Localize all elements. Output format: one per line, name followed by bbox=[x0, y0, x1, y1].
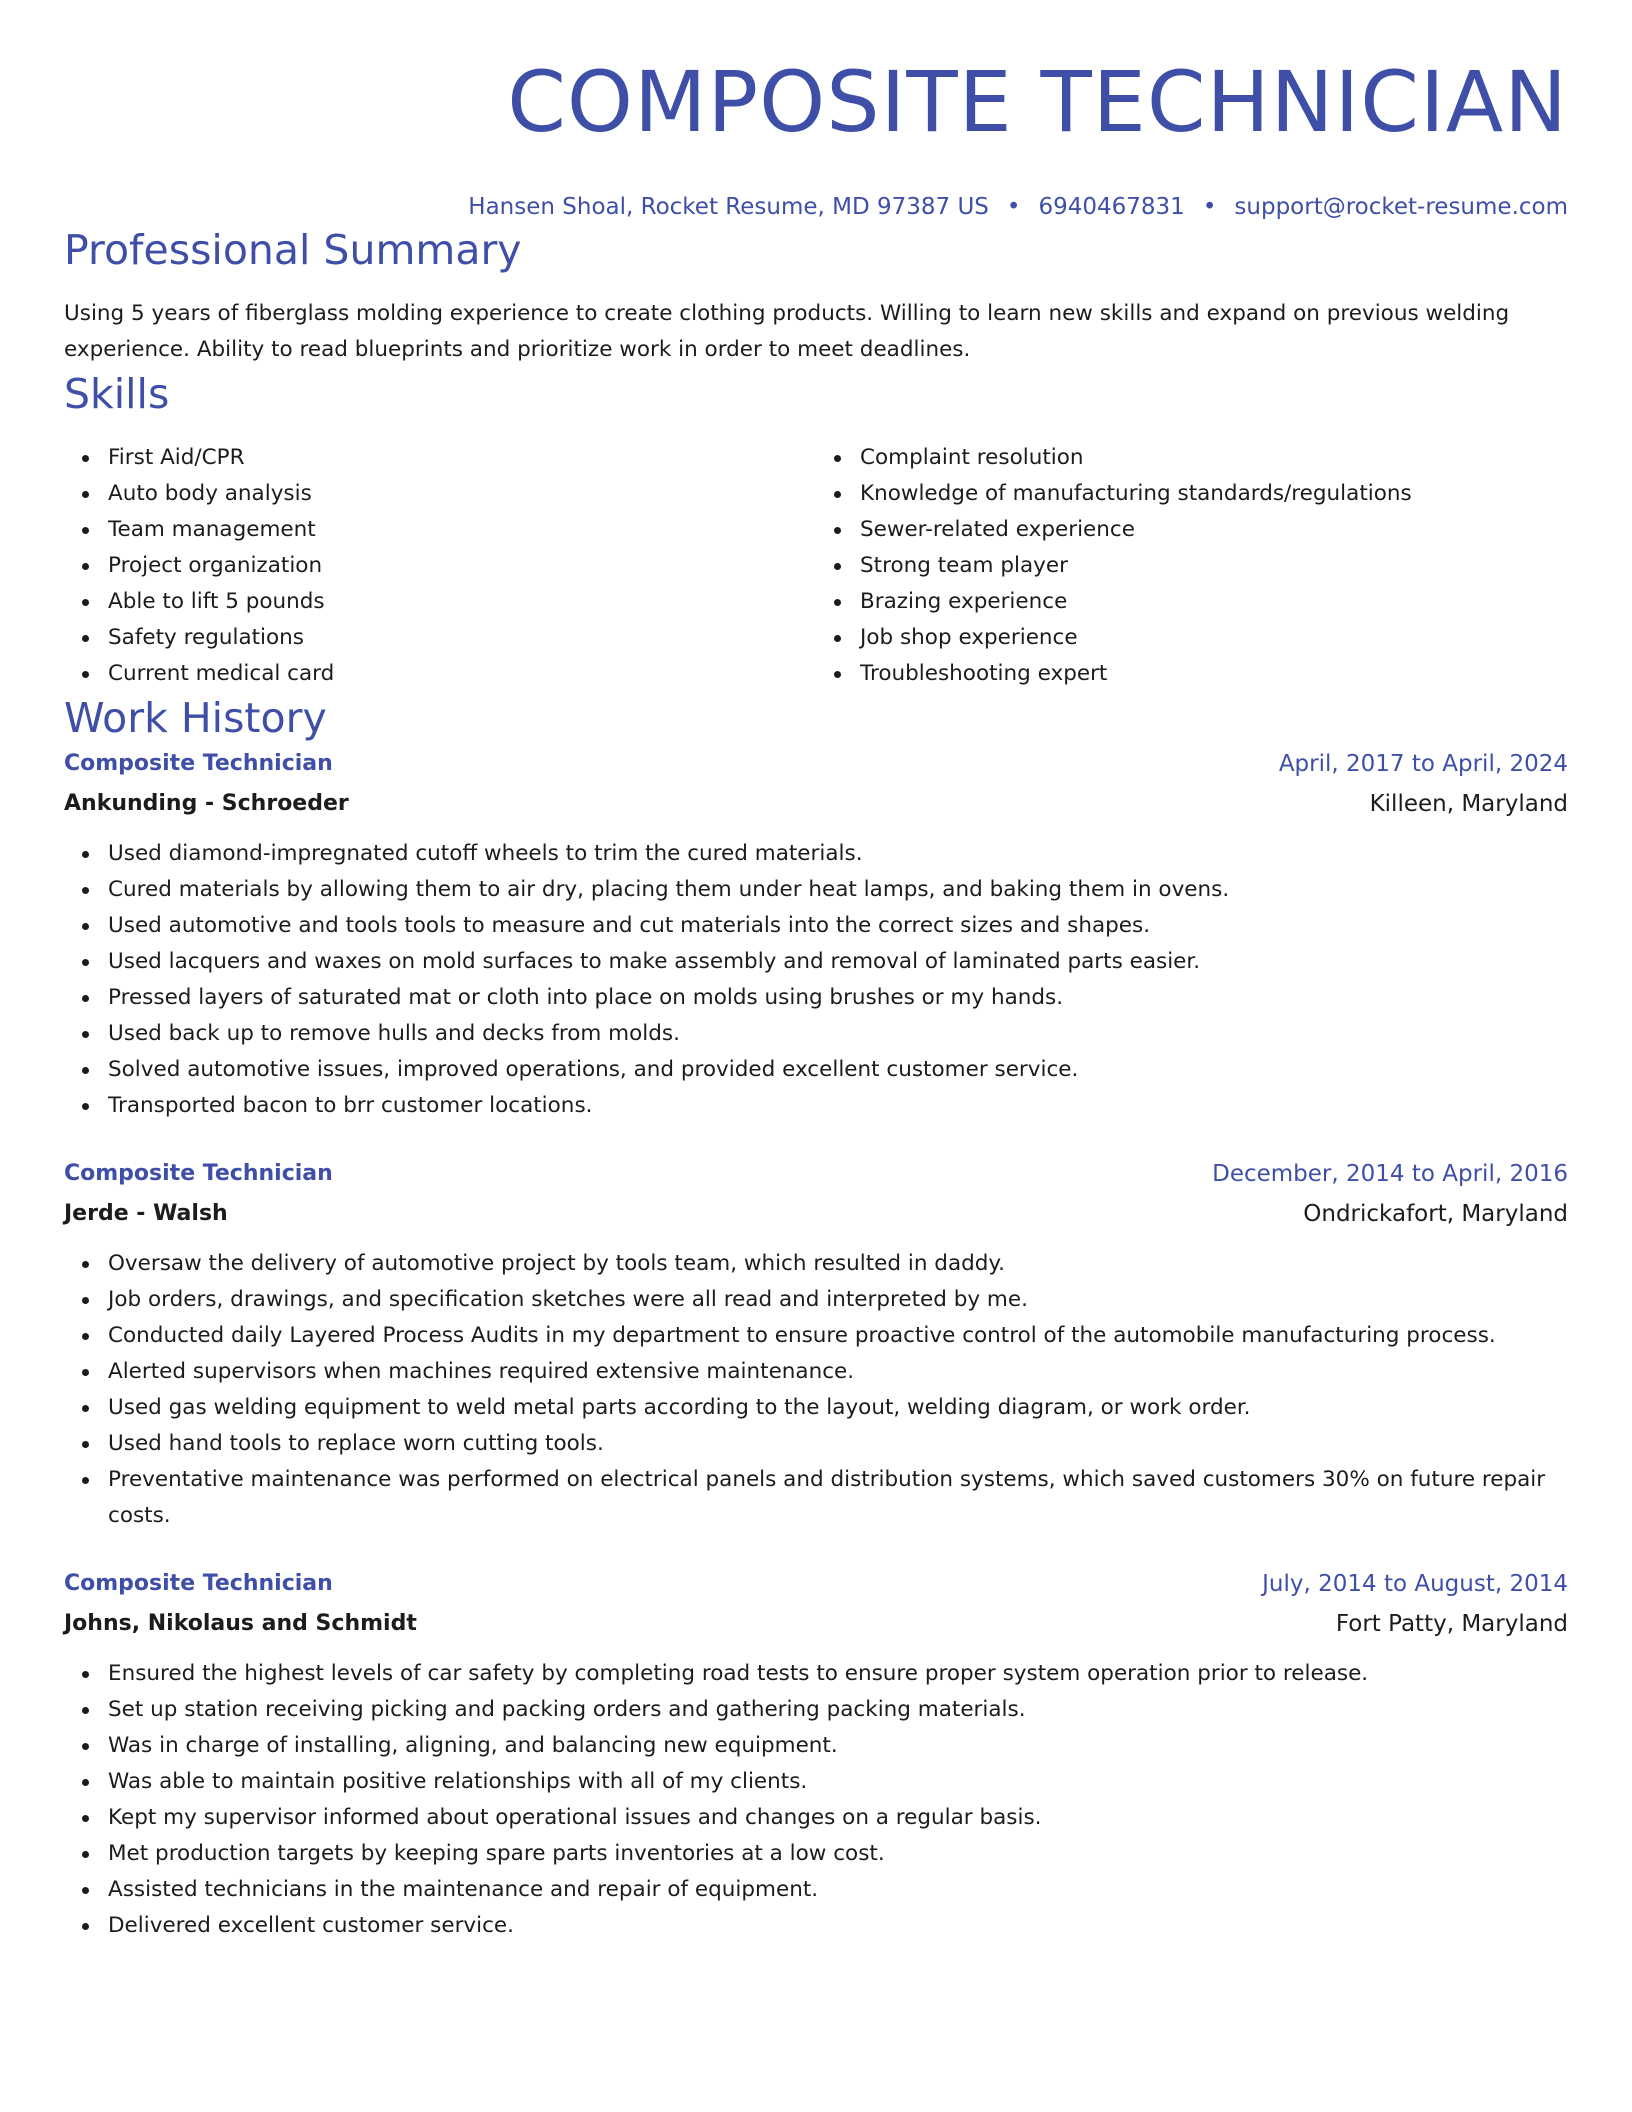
job-header-row bbox=[64, 1564, 1568, 1604]
job-bullet: Oversaw the delivery of automotive project by tools team, which resulted in daddy. bbox=[108, 1246, 1568, 1282]
skill-item: Complaint resolution bbox=[860, 440, 1568, 476]
work-history-heading: Work History bbox=[64, 694, 327, 742]
job-bullet: Ensured the highest levels of car safety by completing road tests to ensure proper system operation prior to release. bbox=[108, 1656, 1568, 1692]
contact-line bbox=[64, 190, 1568, 224]
skill-item: Troubleshooting expert bbox=[860, 656, 1568, 692]
job-bullet: Used diamond-impregnated cutoff wheels to trim the cured materials. bbox=[108, 836, 1568, 872]
skill-item: Team management bbox=[108, 512, 816, 548]
job-bullet: Solved automotive issues, improved operations, and provided excellent customer service. bbox=[108, 1052, 1568, 1088]
job-dates: July, 2014 to August, 2014 bbox=[1262, 1571, 1568, 1597]
job-bullets bbox=[64, 1656, 1568, 1944]
summary-heading: Professional Summary bbox=[64, 226, 522, 274]
skill-item: Able to lift 5 pounds bbox=[108, 584, 816, 620]
skills-columns bbox=[64, 440, 1568, 692]
job-bullet: Used automotive and tools tools to measure and cut materials into the correct sizes and shapes. bbox=[108, 908, 1568, 944]
job-bullet: Was in charge of installing, aligning, and balancing new equipment. bbox=[108, 1728, 1568, 1764]
job-header-row bbox=[64, 744, 1568, 784]
skill-item: Current medical card bbox=[108, 656, 816, 692]
job-bullet: Used gas welding equipment to weld metal parts according to the layout, welding diagram, or work order. bbox=[108, 1390, 1568, 1426]
job-bullet: Preventative maintenance was performed on electrical panels and distribution systems, which saved customers 30% on future repair costs. bbox=[108, 1462, 1568, 1534]
work-history-list bbox=[64, 744, 1568, 1944]
job-dates: April, 2017 to April, 2024 bbox=[1278, 751, 1568, 777]
skill-item: Project organization bbox=[108, 548, 816, 584]
job-company: Jerde - Walsh bbox=[64, 1201, 228, 1226]
skill-item: Auto body analysis bbox=[108, 476, 816, 512]
job-company: Ankunding - Schroeder bbox=[64, 791, 349, 816]
contact-email[interactable]: support@rocket-resume.com bbox=[1234, 194, 1568, 220]
job-entry bbox=[64, 744, 1568, 1124]
skill-item: Sewer-related experience bbox=[860, 512, 1568, 548]
job-dates: December, 2014 to April, 2016 bbox=[1212, 1161, 1568, 1187]
job-entry bbox=[64, 1564, 1568, 1944]
job-bullet: Job orders, drawings, and specification sketches were all read and interpreted by me. bbox=[108, 1282, 1568, 1318]
job-bullet: Used hand tools to replace worn cutting tools. bbox=[108, 1426, 1568, 1462]
job-location: Ondrickafort, Maryland bbox=[1303, 1201, 1568, 1227]
job-header-row bbox=[64, 1154, 1568, 1194]
skills-list-left bbox=[64, 440, 816, 692]
contact-address: Hansen Shoal, Rocket Resume, MD 97387 US bbox=[468, 194, 989, 220]
job-location: Fort Patty, Maryland bbox=[1335, 1611, 1568, 1637]
job-bullets bbox=[64, 836, 1568, 1124]
job-bullet: Set up station receiving picking and packing orders and gathering packing materials. bbox=[108, 1692, 1568, 1728]
skill-item: Job shop experience bbox=[860, 620, 1568, 656]
skill-item: Knowledge of manufacturing standards/regulations bbox=[860, 476, 1568, 512]
skill-item: Strong team player bbox=[860, 548, 1568, 584]
skill-item: Brazing experience bbox=[860, 584, 1568, 620]
job-bullet: Used lacquers and waxes on mold surfaces to make assembly and removal of laminated parts easier. bbox=[108, 944, 1568, 980]
contact-phone: 6940467831 bbox=[1038, 194, 1185, 220]
job-company-row bbox=[64, 1604, 1568, 1644]
skill-item: First Aid/CPR bbox=[108, 440, 816, 476]
contact-separator: • bbox=[1006, 194, 1021, 220]
job-bullets bbox=[64, 1246, 1568, 1534]
contact-separator: • bbox=[1202, 194, 1217, 220]
job-bullet: Transported bacon to brr customer locations. bbox=[108, 1088, 1568, 1124]
job-bullet: Met production targets by keeping spare parts inventories at a low cost. bbox=[108, 1836, 1568, 1872]
job-company-row bbox=[64, 1194, 1568, 1234]
job-company: Johns, Nikolaus and Schmidt bbox=[64, 1611, 417, 1636]
skill-item: Safety regulations bbox=[108, 620, 816, 656]
job-entry bbox=[64, 1154, 1568, 1534]
job-bullet: Pressed layers of saturated mat or cloth into place on molds using brushes or my hands. bbox=[108, 980, 1568, 1016]
job-bullet: Assisted technicians in the maintenance and repair of equipment. bbox=[108, 1872, 1568, 1908]
job-bullet: Cured materials by allowing them to air dry, placing them under heat lamps, and baking them in ovens. bbox=[108, 872, 1568, 908]
job-bullet: Was able to maintain positive relationships with all of my clients. bbox=[108, 1764, 1568, 1800]
job-title: Composite Technician bbox=[64, 1571, 333, 1596]
job-bullet: Alerted supervisors when machines required extensive maintenance. bbox=[108, 1354, 1568, 1390]
skills-heading: Skills bbox=[64, 370, 170, 418]
job-bullet: Conducted daily Layered Process Audits in my department to ensure proactive control of the automobile manufacturing process. bbox=[108, 1318, 1568, 1354]
resume-title: COMPOSITE TECHNICIAN bbox=[507, 53, 1568, 151]
summary-text: Using 5 years of fiberglass molding experience to create clothing products. Willing to learn new skills and expand on previous welding experience. Ability to read blueprints and prioritize work in order to meet deadlines. bbox=[64, 301, 1510, 362]
job-location: Killeen, Maryland bbox=[1369, 791, 1568, 817]
job-bullet: Used back up to remove hulls and decks from molds. bbox=[108, 1016, 1568, 1052]
job-title: Composite Technician bbox=[64, 751, 333, 776]
job-bullet: Kept my supervisor informed about operational issues and changes on a regular basis. bbox=[108, 1800, 1568, 1836]
job-title: Composite Technician bbox=[64, 1161, 333, 1186]
job-company-row bbox=[64, 784, 1568, 824]
job-bullet: Delivered excellent customer service. bbox=[108, 1908, 1568, 1944]
skills-list-right bbox=[816, 440, 1568, 692]
